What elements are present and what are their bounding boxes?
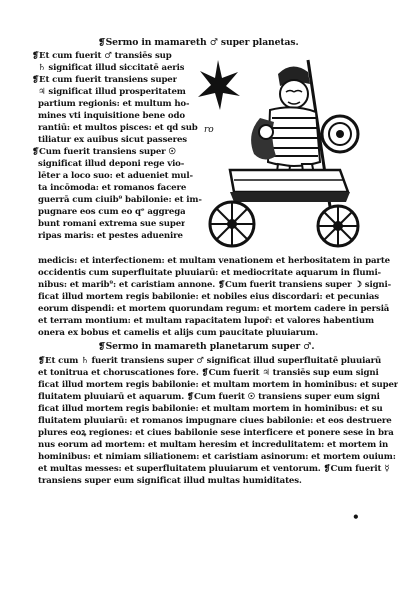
text-line: plures eoꝝ regiones: et ciues babilonie sese interficere et ponere sese in bra (38, 428, 394, 438)
chariot (230, 170, 348, 192)
page-mark: • (352, 512, 360, 522)
text-line: pugnare eos cum eo qᵉ aggrega (38, 207, 186, 217)
text-line: ♄ significat illud siccitatē aeris (38, 63, 185, 73)
text-line: ❡Et cum ♄ fuerit transiens super ♂ significat illud superfluitatē pluuiarū (38, 356, 382, 366)
text-line: eorum dispendi: et mortem quorundam regum: et mortem cadere in persiā (38, 304, 390, 314)
section-heading-2: ❡Sermo in mamareth planetarum super ♂. (98, 342, 315, 352)
text-line: significat illud deponi rege vio- (38, 159, 185, 169)
wheel-right (318, 206, 358, 246)
text-line: bunt romani extrema sue super (38, 219, 186, 229)
star-icon (198, 60, 240, 110)
text-line: et terram montium: et multam rapacitatem lupor̄: et valores habentium (38, 316, 374, 326)
text-line: et multas messes: et superfluitatem pluuiarum et ventorum. ❡Cum fuerit ☿ (38, 464, 390, 474)
text-line: ficat illud mortem regis babilonie: et multam mortem in hominibus: et super (38, 380, 399, 390)
text-line: mines vti inquisitione bene odo (38, 111, 185, 121)
woodcut-letters: ro (204, 125, 214, 135)
text-line: ❡Et cum fuerit ♂ transiēs sup (32, 51, 172, 61)
text-line: occidentis cum superfluitate pluuiarū: et mediocritate aquarum in flumi- (38, 268, 381, 278)
text-line: ❡Et cum fuerit transiens super (32, 75, 177, 85)
text-line: guerrā cum ciuib⁹ babilonie: et im- (38, 195, 202, 205)
text-line: et tonitrua et choruscationes fore. ❡Cum fuerit ♃ transiēs sup eum signi (38, 368, 379, 378)
text-line: lēter a loco suo: et adueniet mul- (38, 171, 193, 181)
section-heading-1: ❡Sermo in mamareth ♂ super planetas. (98, 38, 299, 48)
text-line: hominibus: et nimiam siliationem: et caristiam asinorum: et mortem ouium: (38, 452, 396, 462)
text-line: ❡Cum fuerit transiens super ☉ (32, 147, 176, 157)
text-line: nus eorum ad mortem: et multam heresim et incredulitatem: et mortem in (38, 440, 389, 450)
text-line: partium regionis: et multum ho- (38, 99, 190, 109)
text-line: medicis: et interfectionem: et multam venationem et herbositatem in parte (38, 256, 390, 266)
text-line: fluitatem pluuiarū et aquarum. ❡Cum fuerit ☉ transiens super eum signi (38, 392, 380, 402)
text-line: ripas maris: et pestes aduenire (38, 231, 183, 241)
text-line: onera ex bobus et camelis et alijs cum paucitate pluuiarum. (38, 328, 319, 338)
text-line: transiens super eum significat illud multas humiditates. (38, 476, 302, 486)
text-line: rantiū: et multos pisces: et qd sub (38, 123, 198, 133)
text-line: ta incōmoda: et romanos facere (38, 183, 187, 193)
text-line: nibus: et marib⁹: et caristiam annone. ❡Cum fuerit transiens super ☽ signi- (38, 280, 392, 290)
text-line: ♃ significat illud prosperitatem (38, 87, 186, 97)
woodcut-illustration (190, 52, 362, 252)
text-line: fluitatem pluuiarū: et romanos impugnare ciues babilonie: et eos destruere (38, 416, 392, 426)
text-line: tiliatur ex auibus sicut passeres (38, 135, 187, 145)
wheel-left (210, 202, 254, 246)
text-line: ficat illud mortem regis babilonie: et multam mortem in hominibus: et su (38, 404, 383, 414)
text-line: ficat illud mortem regis babilonie: et nobiles eius discordari: et pecunias (38, 292, 379, 302)
